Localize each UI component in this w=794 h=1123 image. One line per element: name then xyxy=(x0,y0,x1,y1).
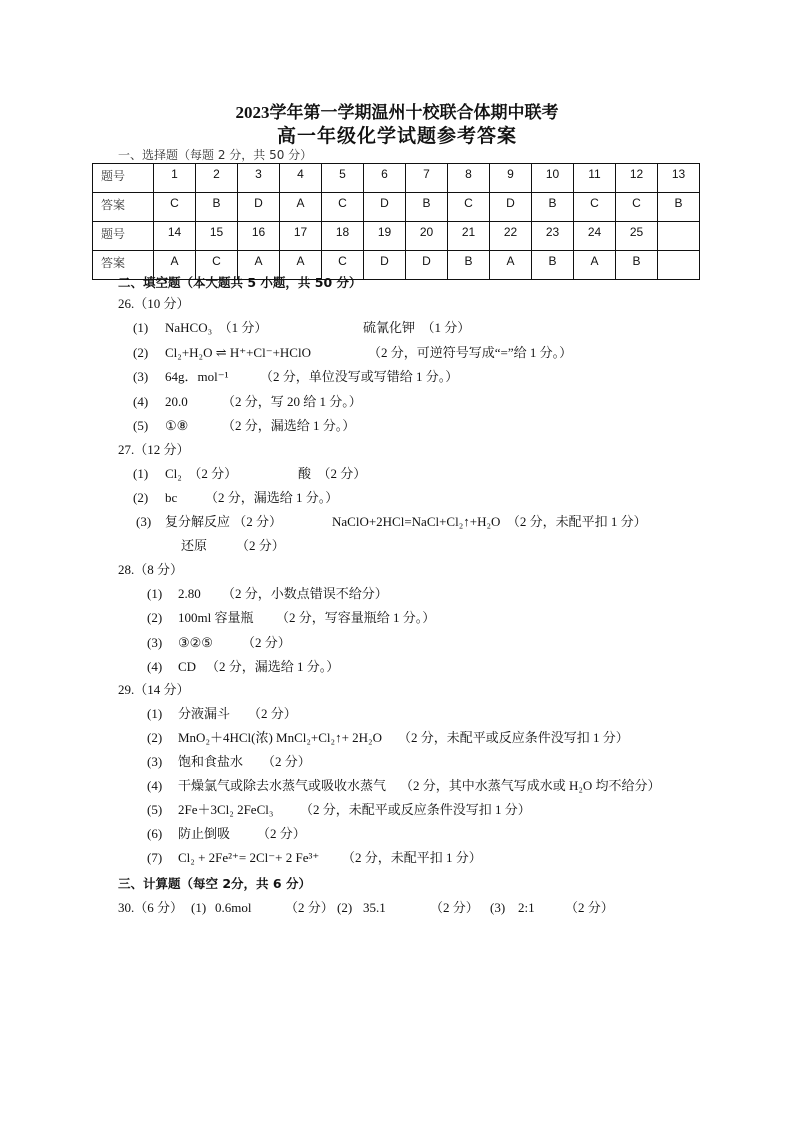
item-answer: 20.0 xyxy=(165,393,188,409)
part-answer: 0.6mol xyxy=(215,900,252,915)
table-cell: C xyxy=(322,193,364,222)
item-scoring: （2 分，其中水蒸气写成水或 H₂O 均不给分） xyxy=(400,778,661,793)
table-cell: B xyxy=(658,193,700,222)
item-number: (4) xyxy=(133,393,149,409)
part-scoring: （2 分） xyxy=(430,900,479,915)
row-label: 题号 xyxy=(93,222,154,251)
table-cell xyxy=(658,222,700,251)
item-answer: 100ml 容量瓶 xyxy=(178,610,254,626)
table-cell: 21 xyxy=(448,222,490,251)
table-cell: 18 xyxy=(322,222,364,251)
table-cell: B xyxy=(616,251,658,280)
question-27-label: 27.（12 分） xyxy=(118,442,190,457)
table-cell: A xyxy=(490,251,532,280)
item-number: (4) xyxy=(147,778,163,793)
item-number: (2) xyxy=(133,490,149,505)
item-answer: bc xyxy=(165,490,178,505)
question-29-label: 29.（14 分） xyxy=(118,682,190,697)
table-cell: 1 xyxy=(154,164,196,193)
item-answer: MnO₂＋4HCl(浓) MnCl₂+Cl₂↑+ 2H₂O xyxy=(178,730,382,745)
item-number: (3) xyxy=(147,754,163,769)
part-answer: 2:1 xyxy=(518,900,535,915)
row-label: 题号 xyxy=(93,164,154,193)
document-subtitle: 高一年级化学试题参考答案 xyxy=(276,125,517,147)
section1-heading: 一、选择题（每题 2 分，共 50 分） xyxy=(118,148,313,162)
table-cell: D xyxy=(364,251,406,280)
part-scoring: （2 分） xyxy=(285,900,334,915)
item-answer: ①⑧ xyxy=(165,418,189,433)
table-cell: 17 xyxy=(280,222,322,251)
part-scoring: （2 分） xyxy=(565,900,614,915)
item-number: (7) xyxy=(147,850,163,865)
item-number: (1) xyxy=(147,586,163,601)
table-cell: 25 xyxy=(616,222,658,251)
question-row xyxy=(93,222,700,251)
table-cell: A xyxy=(280,193,322,222)
item-scoring: （2 分） xyxy=(262,754,311,769)
item-answer: NaHCO₃ （1 分） xyxy=(165,320,268,335)
table-cell: A xyxy=(238,251,280,280)
part-answer: 35.1 xyxy=(363,900,386,915)
row-label: 答案 xyxy=(93,251,154,280)
table-cell: 24 xyxy=(574,222,616,251)
item-answer: ③②⑤ xyxy=(178,634,213,650)
table-cell: B xyxy=(532,193,574,222)
item-scoring: （2 分，小数点错误不给分） xyxy=(222,586,388,601)
multiple-choice-answer-table xyxy=(92,163,700,280)
item-scoring: （2 分） xyxy=(236,538,285,553)
table-cell: 5 xyxy=(322,164,364,193)
item-number: (3) xyxy=(147,634,163,650)
table-cell: 3 xyxy=(238,164,280,193)
table-cell: C xyxy=(196,251,238,280)
item-number: (2) xyxy=(147,610,163,626)
table-cell: 19 xyxy=(364,222,406,251)
answer-row xyxy=(93,193,700,222)
item-number: (1) xyxy=(147,706,163,721)
table-cell: B xyxy=(406,193,448,222)
item-answer: Cl₂ + 2Fe²⁺= 2Cl⁻+ 2 Fe³⁺ xyxy=(178,850,320,865)
item-scoring: （2 分，写 20 给 1 分。） xyxy=(222,393,362,409)
table-cell: B xyxy=(448,251,490,280)
table-cell: 15 xyxy=(196,222,238,251)
table-cell: D xyxy=(364,193,406,222)
table-cell: 6 xyxy=(364,164,406,193)
question-30-label: 30.（6 分） xyxy=(118,900,184,915)
item-number: (3) xyxy=(133,369,149,384)
table-cell: 20 xyxy=(406,222,448,251)
item-number: (5) xyxy=(147,802,163,817)
item-scoring: （2 分，写容量瓶给 1 分。） xyxy=(276,610,436,626)
item-answer: 分液漏斗 xyxy=(178,706,231,721)
table-cell: 16 xyxy=(238,222,280,251)
item-scoring: （2 分，可逆符号写成“=”给 1 分。） xyxy=(368,344,573,360)
item-number: (1) xyxy=(133,466,149,481)
item-number: (1) xyxy=(133,320,149,335)
table-cell: D xyxy=(406,251,448,280)
section3-heading: 三、计算题（每空 2分，共 6 分） xyxy=(118,876,311,891)
table-cell xyxy=(658,251,700,280)
table-cell: B xyxy=(532,251,574,280)
part-number: (3) xyxy=(490,900,506,915)
item-answer: 防止倒吸 xyxy=(178,826,231,841)
item-answer: 饱和食盐水 xyxy=(178,754,244,769)
table-cell: D xyxy=(238,193,280,222)
table-cell: 4 xyxy=(280,164,322,193)
item-scoring: （2 分，漏选给 1 分。） xyxy=(206,658,340,674)
item-scoring: 硫氰化钾 （1 分） xyxy=(363,320,471,335)
table-cell: 13 xyxy=(658,164,700,193)
table-cell: D xyxy=(490,193,532,222)
item-scoring: （2 分，未配平扣 1 分） xyxy=(342,850,482,865)
item-scoring: （2 分，未配平或反应条件没写扣 1 分） xyxy=(398,730,629,745)
table-cell: 2 xyxy=(196,164,238,193)
table-cell: B xyxy=(196,193,238,222)
item-answer: 干燥氯气或除去水蒸气或吸收水蒸气 xyxy=(178,778,387,793)
table-cell: 12 xyxy=(616,164,658,193)
item-number: (3) xyxy=(136,514,152,529)
item-number: (5) xyxy=(133,418,149,433)
table-cell: 8 xyxy=(448,164,490,193)
table-cell: 14 xyxy=(154,222,196,251)
item-scoring: （2 分，漏选给 1 分。） xyxy=(222,418,356,433)
part-number: (1) xyxy=(191,900,207,915)
item-scoring: （2 分） xyxy=(257,826,306,841)
item-answer: 2.80 xyxy=(178,586,201,601)
table-cell: 11 xyxy=(574,164,616,193)
table-cell: C xyxy=(574,193,616,222)
row-label: 答案 xyxy=(93,193,154,222)
item-answer: Cl₂+H₂O ⇌ H⁺+Cl⁻+HClO xyxy=(165,344,311,360)
question-row xyxy=(93,164,700,193)
question-26-label: 26.（10 分） xyxy=(118,296,190,311)
item-answer: 还原 xyxy=(181,538,208,553)
table-cell: 22 xyxy=(490,222,532,251)
item-answer: 2Fe＋3Cl₂ 2FeCl₃ xyxy=(178,802,274,817)
table-cell: C xyxy=(616,193,658,222)
item-scoring: NaClO+2HCl=NaCl+Cl₂↑+H₂O （2 分，未配平扣 1 分） xyxy=(332,514,647,529)
item-answer: 复分解反应 （2 分） xyxy=(165,514,283,529)
item-scoring: （2 分，未配平或反应条件没写扣 1 分） xyxy=(300,802,531,817)
item-number: (2) xyxy=(133,344,149,360)
table-cell: 7 xyxy=(406,164,448,193)
item-number: (2) xyxy=(147,730,163,745)
table-cell: 23 xyxy=(532,222,574,251)
item-scoring: （2 分，单位没写或写错给 1 分。） xyxy=(260,369,459,384)
item-answer: Cl₂ （2 分） xyxy=(165,466,238,481)
item-number: (6) xyxy=(147,826,163,841)
item-answer: 64g．mol⁻¹ xyxy=(165,369,229,384)
table-cell: A xyxy=(280,251,322,280)
section2-heading: 二、填空题（本大题共 5 小题，共 50 分） xyxy=(118,275,362,290)
question-28-label: 28.（8 分） xyxy=(118,562,184,577)
table-cell: C xyxy=(448,193,490,222)
table-cell: C xyxy=(154,193,196,222)
item-scoring: 酸 （2 分） xyxy=(298,466,367,481)
table-cell: 10 xyxy=(532,164,574,193)
table-cell: A xyxy=(154,251,196,280)
table-cell: A xyxy=(574,251,616,280)
document-title: 2023学年第一学期温州十校联合体期中联考 xyxy=(235,103,559,122)
item-scoring: （2 分） xyxy=(242,634,291,650)
item-answer: CD xyxy=(178,658,197,674)
item-scoring: （2 分） xyxy=(248,706,297,721)
part-number: (2) xyxy=(337,900,353,915)
item-number: (4) xyxy=(147,658,163,674)
table-cell: C xyxy=(322,251,364,280)
item-scoring: （2 分，漏选给 1 分。） xyxy=(205,490,339,505)
table-cell: 9 xyxy=(490,164,532,193)
